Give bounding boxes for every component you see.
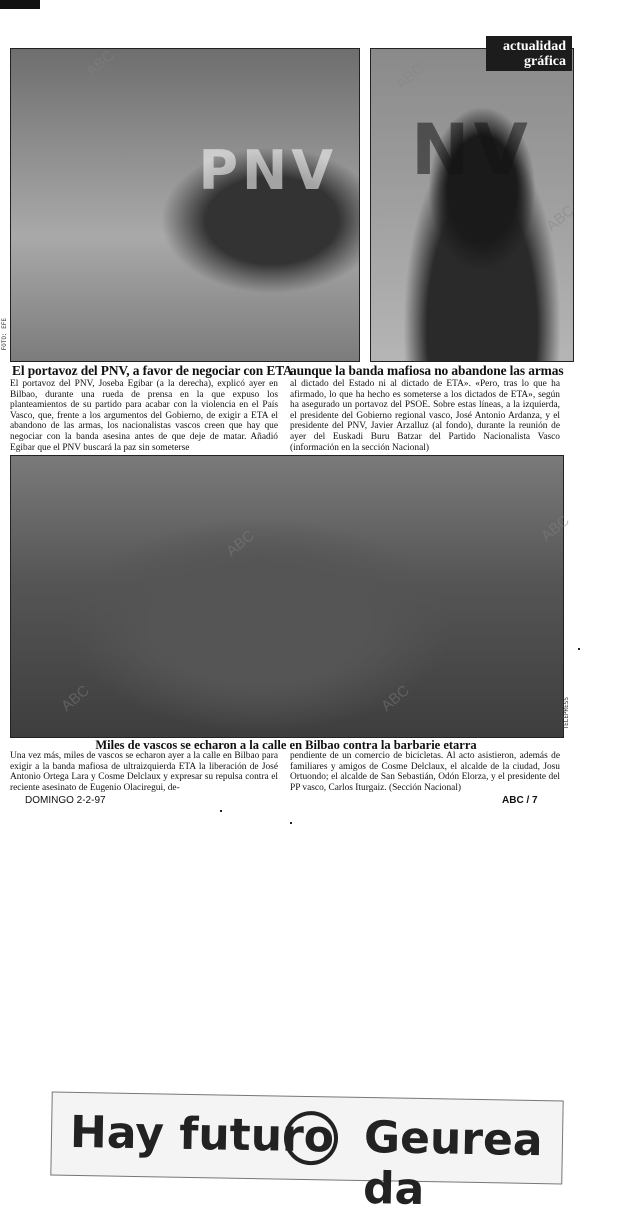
- section-badge-line2: gráfica: [524, 54, 566, 69]
- top-edge-mark: [0, 0, 40, 9]
- section-badge-line1: actualidad: [502, 39, 566, 54]
- caption1-text-right: al dictado del Estado ni al dictado de ETA». «Pero, tras lo que ha afirmado, lo que ha hecho es someterse a los dictados de ETA», según ha asegurado un portavoz del PSOE. Sobre estas líneas, a la izquierda, el presidente del Gobierno regional vasco, José Antonio Ardanza, y el presidente del PNV, Javier Arzalluz (al fondo), durante la reunión de ayer del Euskadi Buru Batzar del Partido Nacionalista Vasco (información en la sección Nacional): [290, 379, 560, 453]
- banner-right-text: Geurea da: [362, 1111, 543, 1216]
- caption2-title: Miles de vascos se echaron a la calle en Bilbao contra la barbarie etarra: [95, 738, 477, 752]
- caption1-title: [12, 363, 564, 379]
- watermark: ABC: [83, 47, 118, 80]
- print-speck: [220, 810, 222, 812]
- watermark: ABC: [393, 60, 428, 93]
- photo2-overlay-text: NV: [411, 109, 532, 191]
- print-speck: [290, 822, 292, 824]
- print-speck: [578, 648, 580, 650]
- watermark: ABC: [543, 202, 578, 235]
- watermark: ABC: [538, 512, 573, 545]
- caption2-text-right: pendiente de un comercio de bicicletas. Al acto asistieron, además de familiares y amigos de Cosme Delclaux, el alcalde de la ciudad, Josu Ortuondo; el alcalde de San Sebastián, Odón Elorza, y el presidente del PP vasco, Carlos Iturgaiz. (Sección Nacional): [290, 751, 560, 793]
- footer-date: DOMINGO 2-2-97: [25, 795, 106, 806]
- photo3-credit: TELEPRESS: [563, 697, 570, 730]
- section-badge: [486, 36, 572, 71]
- demonstration-banner: [50, 1092, 563, 1216]
- banner-left-text: Hay futuro: [69, 1106, 335, 1163]
- photo-pnv-spokesman-portrait: [370, 48, 574, 362]
- watermark: ABC: [223, 527, 258, 560]
- photo1-overlay-text: PNV: [198, 139, 337, 202]
- caption1-title-right: aunque la banda mafiosa no abandone las armas: [290, 363, 564, 378]
- photo-pnv-press-conference: [10, 48, 360, 362]
- caption1-text-left: El portavoz del PNV, Joseba Egibar (a la derecha), explicó ayer en Bilbao, durante una rueda de prensa en la que expuso los planteamientos de su partido para acabar con la violencia en el País Vasco, que, frente a los argumentos del Gobierno, de exigir a ETA el abandono de las armas, los nacionalistas vascos creen que hay que negociar con la banda asesina antes de que deje de matar. Añadió Egibar que el PNV buscará la paz sin someterse: [10, 379, 278, 453]
- caption2-text-left: Una vez más, miles de vascos se echaron ayer a la calle en Bilbao para exigir a la banda mafiosa de ultraizquierda ETA la liberación de José Antonio Ortega Lara y Cosme Delclaux y expresar su repulsa contra el reciente asesinato de Eugenio Olaciregui, de-: [10, 751, 278, 793]
- watermark: ABC: [378, 682, 413, 715]
- caption1-title-left: El portavoz del PNV, a favor de negociar con ETA: [12, 363, 293, 378]
- footer-page-number: ABC / 7: [502, 795, 538, 806]
- photo1-credit: FOTO: EFE: [1, 318, 8, 351]
- watermark: ABC: [58, 682, 93, 715]
